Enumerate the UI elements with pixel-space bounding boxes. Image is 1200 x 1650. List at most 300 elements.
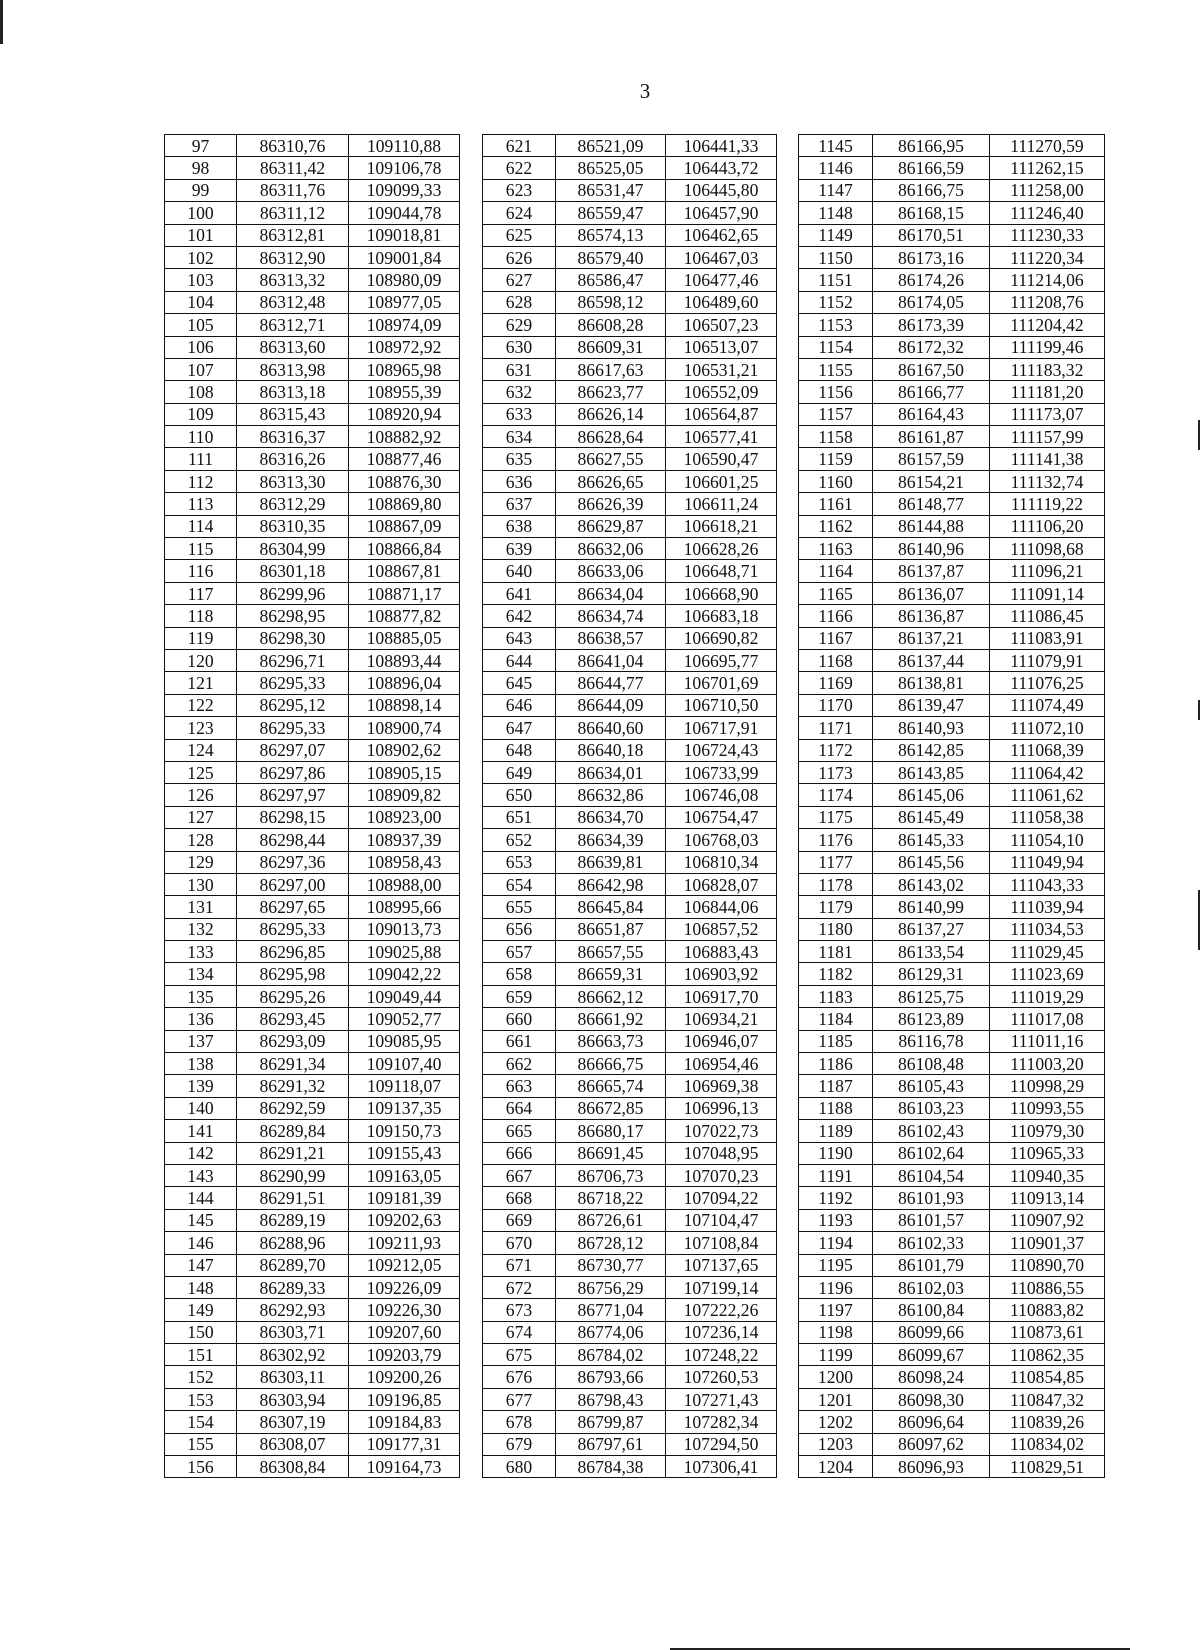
y-coordinate-cell: 106443,72	[666, 157, 777, 179]
y-coordinate-cell: 110886,55	[990, 1276, 1105, 1298]
x-coordinate-cell: 86103,23	[873, 1097, 990, 1119]
point-number-cell: 1192	[799, 1187, 873, 1209]
point-number-cell: 1153	[799, 314, 873, 336]
y-coordinate-cell: 106577,41	[666, 426, 777, 448]
y-coordinate-cell: 109001,84	[349, 246, 460, 268]
point-number-cell: 657	[483, 941, 556, 963]
point-number-cell: 122	[165, 694, 237, 716]
column-gap	[460, 1097, 483, 1119]
point-number-cell: 1163	[799, 538, 873, 560]
point-number-cell: 643	[483, 627, 556, 649]
point-number-cell: 143	[165, 1164, 237, 1186]
point-number-cell: 1189	[799, 1120, 873, 1142]
y-coordinate-cell: 106489,60	[666, 291, 777, 313]
y-coordinate-cell: 111034,53	[990, 918, 1105, 940]
y-coordinate-cell: 106946,07	[666, 1030, 777, 1052]
x-coordinate-cell: 86136,87	[873, 605, 990, 627]
column-gap	[460, 1321, 483, 1343]
table-row	[165, 538, 1105, 560]
y-coordinate-cell: 106695,77	[666, 649, 777, 671]
x-coordinate-cell: 86730,77	[556, 1254, 666, 1276]
coordinates-table	[164, 134, 1105, 1478]
x-coordinate-cell: 86313,30	[237, 470, 349, 492]
column-gap	[777, 582, 799, 604]
y-coordinate-cell: 111011,16	[990, 1030, 1105, 1052]
column-gap	[460, 560, 483, 582]
column-gap	[460, 582, 483, 604]
column-gap	[777, 649, 799, 671]
y-coordinate-cell: 108877,82	[349, 605, 460, 627]
column-gap	[460, 717, 483, 739]
point-number-cell: 1171	[799, 717, 873, 739]
point-number-cell: 124	[165, 739, 237, 761]
x-coordinate-cell: 86608,28	[556, 314, 666, 336]
x-coordinate-cell: 86166,75	[873, 179, 990, 201]
point-number-cell: 136	[165, 1008, 237, 1030]
x-coordinate-cell: 86136,07	[873, 582, 990, 604]
x-coordinate-cell: 86774,06	[556, 1321, 666, 1343]
y-coordinate-cell: 111039,94	[990, 896, 1105, 918]
x-coordinate-cell: 86145,33	[873, 829, 990, 851]
x-coordinate-cell: 86313,32	[237, 269, 349, 291]
column-gap	[460, 1388, 483, 1410]
y-coordinate-cell: 108869,80	[349, 493, 460, 515]
y-coordinate-cell: 106754,47	[666, 806, 777, 828]
x-coordinate-cell: 86096,64	[873, 1411, 990, 1433]
point-number-cell: 644	[483, 649, 556, 671]
table-row	[165, 1411, 1105, 1433]
y-coordinate-cell: 108995,66	[349, 896, 460, 918]
y-coordinate-cell: 109226,09	[349, 1276, 460, 1298]
x-coordinate-cell: 86756,29	[556, 1276, 666, 1298]
x-coordinate-cell: 86097,62	[873, 1433, 990, 1455]
column-gap	[460, 135, 483, 157]
x-coordinate-cell: 86161,87	[873, 426, 990, 448]
point-number-cell: 1198	[799, 1321, 873, 1343]
x-coordinate-cell: 86145,49	[873, 806, 990, 828]
point-number-cell: 1185	[799, 1030, 873, 1052]
x-coordinate-cell: 86628,64	[556, 426, 666, 448]
x-coordinate-cell: 86640,60	[556, 717, 666, 739]
x-coordinate-cell: 86641,04	[556, 649, 666, 671]
x-coordinate-cell: 86311,12	[237, 202, 349, 224]
point-number-cell: 646	[483, 694, 556, 716]
point-number-cell: 650	[483, 784, 556, 806]
x-coordinate-cell: 86299,96	[237, 582, 349, 604]
y-coordinate-cell: 109155,43	[349, 1142, 460, 1164]
point-number-cell: 1200	[799, 1366, 873, 1388]
y-coordinate-cell: 109107,40	[349, 1053, 460, 1075]
y-coordinate-cell: 111258,00	[990, 179, 1105, 201]
point-number-cell: 1168	[799, 649, 873, 671]
column-gap	[777, 784, 799, 806]
y-coordinate-cell: 111199,46	[990, 336, 1105, 358]
point-number-cell: 638	[483, 515, 556, 537]
table-row	[165, 1075, 1105, 1097]
y-coordinate-cell: 111106,20	[990, 515, 1105, 537]
y-coordinate-cell: 107222,26	[666, 1299, 777, 1321]
table-row	[165, 336, 1105, 358]
point-number-cell: 123	[165, 717, 237, 739]
scan-edge-mark	[670, 1648, 1130, 1650]
x-coordinate-cell: 86297,00	[237, 873, 349, 895]
point-number-cell: 1159	[799, 448, 873, 470]
y-coordinate-cell: 111068,39	[990, 739, 1105, 761]
point-number-cell: 636	[483, 470, 556, 492]
column-gap	[777, 873, 799, 895]
y-coordinate-cell: 111074,49	[990, 694, 1105, 716]
column-gap	[460, 269, 483, 291]
y-coordinate-cell: 111029,45	[990, 941, 1105, 963]
table-row	[165, 1276, 1105, 1298]
table-row	[165, 1456, 1105, 1478]
x-coordinate-cell: 86307,19	[237, 1411, 349, 1433]
point-number-cell: 653	[483, 851, 556, 873]
x-coordinate-cell: 86559,47	[556, 202, 666, 224]
y-coordinate-cell: 108972,92	[349, 336, 460, 358]
point-number-cell: 140	[165, 1097, 237, 1119]
y-coordinate-cell: 106457,90	[666, 202, 777, 224]
x-coordinate-cell: 86728,12	[556, 1232, 666, 1254]
y-coordinate-cell: 107048,95	[666, 1142, 777, 1164]
y-coordinate-cell: 111023,69	[990, 963, 1105, 985]
column-gap	[460, 381, 483, 403]
y-coordinate-cell: 111183,32	[990, 358, 1105, 380]
x-coordinate-cell: 86137,44	[873, 649, 990, 671]
column-gap	[460, 1254, 483, 1276]
y-coordinate-cell: 106903,92	[666, 963, 777, 985]
point-number-cell: 1201	[799, 1388, 873, 1410]
x-coordinate-cell: 86297,07	[237, 739, 349, 761]
x-coordinate-cell: 86102,03	[873, 1276, 990, 1298]
y-coordinate-cell: 111054,10	[990, 829, 1105, 851]
y-coordinate-cell: 106668,90	[666, 582, 777, 604]
y-coordinate-cell: 111119,22	[990, 493, 1105, 515]
y-coordinate-cell: 110965,33	[990, 1142, 1105, 1164]
y-coordinate-cell: 111079,91	[990, 649, 1105, 671]
point-number-cell: 120	[165, 649, 237, 671]
column-gap	[777, 1097, 799, 1119]
x-coordinate-cell: 86312,81	[237, 224, 349, 246]
point-number-cell: 672	[483, 1276, 556, 1298]
x-coordinate-cell: 86666,75	[556, 1053, 666, 1075]
point-number-cell: 1166	[799, 605, 873, 627]
column-gap	[777, 358, 799, 380]
point-number-cell: 111	[165, 448, 237, 470]
table-row	[165, 963, 1105, 985]
y-coordinate-cell: 106917,70	[666, 985, 777, 1007]
y-coordinate-cell: 108867,81	[349, 560, 460, 582]
page-number: 3	[639, 79, 651, 103]
column-gap	[777, 761, 799, 783]
table-row	[165, 1142, 1105, 1164]
column-gap	[777, 963, 799, 985]
point-number-cell: 1157	[799, 403, 873, 425]
point-number-cell: 667	[483, 1164, 556, 1186]
point-number-cell: 118	[165, 605, 237, 627]
y-coordinate-cell: 111043,33	[990, 873, 1105, 895]
x-coordinate-cell: 86295,33	[237, 717, 349, 739]
point-number-cell: 144	[165, 1187, 237, 1209]
point-number-cell: 102	[165, 246, 237, 268]
point-number-cell: 658	[483, 963, 556, 985]
y-coordinate-cell: 106590,47	[666, 448, 777, 470]
x-coordinate-cell: 86632,86	[556, 784, 666, 806]
point-number-cell: 145	[165, 1209, 237, 1231]
y-coordinate-cell: 108937,39	[349, 829, 460, 851]
point-number-cell: 1183	[799, 985, 873, 1007]
table-row	[165, 246, 1105, 268]
column-gap	[777, 381, 799, 403]
y-coordinate-cell: 111091,14	[990, 582, 1105, 604]
y-coordinate-cell: 110829,51	[990, 1456, 1105, 1478]
y-coordinate-cell: 111132,74	[990, 470, 1105, 492]
column-gap	[460, 985, 483, 1007]
y-coordinate-cell: 110901,37	[990, 1232, 1105, 1254]
y-coordinate-cell: 106768,03	[666, 829, 777, 851]
point-number-cell: 105	[165, 314, 237, 336]
y-coordinate-cell: 110979,30	[990, 1120, 1105, 1142]
column-gap	[777, 1344, 799, 1366]
x-coordinate-cell: 86101,93	[873, 1187, 990, 1209]
point-number-cell: 679	[483, 1433, 556, 1455]
y-coordinate-cell: 106477,46	[666, 269, 777, 291]
y-coordinate-cell: 110993,55	[990, 1097, 1105, 1119]
point-number-cell: 1170	[799, 694, 873, 716]
y-coordinate-cell: 109181,39	[349, 1187, 460, 1209]
column-gap	[460, 963, 483, 985]
y-coordinate-cell: 109196,85	[349, 1388, 460, 1410]
point-number-cell: 1177	[799, 851, 873, 873]
table-row	[165, 358, 1105, 380]
y-coordinate-cell: 109184,83	[349, 1411, 460, 1433]
y-coordinate-cell: 106552,09	[666, 381, 777, 403]
column-gap	[777, 1187, 799, 1209]
point-number-cell: 647	[483, 717, 556, 739]
column-gap	[777, 717, 799, 739]
point-number-cell: 626	[483, 246, 556, 268]
y-coordinate-cell: 106648,71	[666, 560, 777, 582]
point-number-cell: 135	[165, 985, 237, 1007]
x-coordinate-cell: 86142,85	[873, 739, 990, 761]
y-coordinate-cell: 108974,09	[349, 314, 460, 336]
y-coordinate-cell: 109106,78	[349, 157, 460, 179]
x-coordinate-cell: 86642,98	[556, 873, 666, 895]
x-coordinate-cell: 86661,92	[556, 1008, 666, 1030]
column-gap	[777, 739, 799, 761]
point-number-cell: 101	[165, 224, 237, 246]
point-number-cell: 1179	[799, 896, 873, 918]
x-coordinate-cell: 86140,93	[873, 717, 990, 739]
x-coordinate-cell: 86310,76	[237, 135, 349, 157]
y-coordinate-cell: 109052,77	[349, 1008, 460, 1030]
x-coordinate-cell: 86293,45	[237, 1008, 349, 1030]
column-gap	[777, 179, 799, 201]
column-gap	[460, 873, 483, 895]
x-coordinate-cell: 86166,77	[873, 381, 990, 403]
x-coordinate-cell: 86718,22	[556, 1187, 666, 1209]
column-gap	[460, 1411, 483, 1433]
y-coordinate-cell: 108893,44	[349, 649, 460, 671]
column-gap	[777, 1053, 799, 1075]
point-number-cell: 1155	[799, 358, 873, 380]
point-number-cell: 155	[165, 1433, 237, 1455]
x-coordinate-cell: 86609,31	[556, 336, 666, 358]
column-gap	[777, 1030, 799, 1052]
table-row	[165, 179, 1105, 201]
y-coordinate-cell: 111064,42	[990, 761, 1105, 783]
table-row	[165, 806, 1105, 828]
table-row	[165, 761, 1105, 783]
y-coordinate-cell: 106746,08	[666, 784, 777, 806]
point-number-cell: 121	[165, 672, 237, 694]
x-coordinate-cell: 86659,31	[556, 963, 666, 985]
column-gap	[777, 1164, 799, 1186]
y-coordinate-cell: 111017,08	[990, 1008, 1105, 1030]
x-coordinate-cell: 86145,56	[873, 851, 990, 873]
y-coordinate-cell: 106611,24	[666, 493, 777, 515]
table-row	[165, 829, 1105, 851]
y-coordinate-cell: 110873,61	[990, 1321, 1105, 1343]
column-gap	[777, 314, 799, 336]
x-coordinate-cell: 86304,99	[237, 538, 349, 560]
point-number-cell: 113	[165, 493, 237, 515]
y-coordinate-cell: 111220,34	[990, 246, 1105, 268]
point-number-cell: 119	[165, 627, 237, 649]
column-gap	[777, 851, 799, 873]
x-coordinate-cell: 86691,45	[556, 1142, 666, 1164]
table-row	[165, 1388, 1105, 1410]
y-coordinate-cell: 107306,41	[666, 1456, 777, 1478]
table-row	[165, 291, 1105, 313]
y-coordinate-cell: 111096,21	[990, 560, 1105, 582]
x-coordinate-cell: 86291,32	[237, 1075, 349, 1097]
y-coordinate-cell: 111173,07	[990, 403, 1105, 425]
y-coordinate-cell: 106601,25	[666, 470, 777, 492]
column-gap	[460, 1433, 483, 1455]
x-coordinate-cell: 86167,50	[873, 358, 990, 380]
column-gap	[777, 291, 799, 313]
column-gap	[777, 135, 799, 157]
y-coordinate-cell: 106810,34	[666, 851, 777, 873]
y-coordinate-cell: 106710,50	[666, 694, 777, 716]
point-number-cell: 108	[165, 381, 237, 403]
y-coordinate-cell: 111262,15	[990, 157, 1105, 179]
x-coordinate-cell: 86102,64	[873, 1142, 990, 1164]
x-coordinate-cell: 86138,81	[873, 672, 990, 694]
y-coordinate-cell: 107094,22	[666, 1187, 777, 1209]
point-number-cell: 107	[165, 358, 237, 380]
point-number-cell: 666	[483, 1142, 556, 1164]
column-gap	[460, 672, 483, 694]
column-gap	[460, 470, 483, 492]
column-gap	[460, 851, 483, 873]
point-number-cell: 652	[483, 829, 556, 851]
x-coordinate-cell: 86101,57	[873, 1209, 990, 1231]
point-number-cell: 139	[165, 1075, 237, 1097]
point-number-cell: 106	[165, 336, 237, 358]
y-coordinate-cell: 106618,21	[666, 515, 777, 537]
x-coordinate-cell: 86598,12	[556, 291, 666, 313]
point-number-cell: 1156	[799, 381, 873, 403]
column-gap	[460, 1344, 483, 1366]
y-coordinate-cell: 108871,17	[349, 582, 460, 604]
x-coordinate-cell: 86665,74	[556, 1075, 666, 1097]
point-number-cell: 134	[165, 963, 237, 985]
y-coordinate-cell: 109164,73	[349, 1456, 460, 1478]
x-coordinate-cell: 86574,13	[556, 224, 666, 246]
table-row	[165, 493, 1105, 515]
table-row	[165, 1053, 1105, 1075]
point-number-cell: 632	[483, 381, 556, 403]
x-coordinate-cell: 86797,61	[556, 1433, 666, 1455]
x-coordinate-cell: 86634,74	[556, 605, 666, 627]
y-coordinate-cell: 110890,70	[990, 1254, 1105, 1276]
x-coordinate-cell: 86301,18	[237, 560, 349, 582]
x-coordinate-cell: 86303,11	[237, 1366, 349, 1388]
x-coordinate-cell: 86672,85	[556, 1097, 666, 1119]
y-coordinate-cell: 107236,14	[666, 1321, 777, 1343]
table-row	[165, 157, 1105, 179]
y-coordinate-cell: 108923,00	[349, 806, 460, 828]
point-number-cell: 623	[483, 179, 556, 201]
y-coordinate-cell: 111083,91	[990, 627, 1105, 649]
x-coordinate-cell: 86137,21	[873, 627, 990, 649]
point-number-cell: 146	[165, 1232, 237, 1254]
x-coordinate-cell: 86123,89	[873, 1008, 990, 1030]
x-coordinate-cell: 86626,39	[556, 493, 666, 515]
column-gap	[777, 672, 799, 694]
table-row	[165, 649, 1105, 671]
x-coordinate-cell: 86784,38	[556, 1456, 666, 1478]
point-number-cell: 680	[483, 1456, 556, 1478]
point-number-cell: 1165	[799, 582, 873, 604]
table-row	[165, 202, 1105, 224]
point-number-cell: 1176	[799, 829, 873, 851]
point-number-cell: 1158	[799, 426, 873, 448]
column-gap	[460, 1164, 483, 1186]
x-coordinate-cell: 86303,71	[237, 1321, 349, 1343]
point-number-cell: 668	[483, 1187, 556, 1209]
point-number-cell: 153	[165, 1388, 237, 1410]
y-coordinate-cell: 109042,22	[349, 963, 460, 985]
y-coordinate-cell: 107070,23	[666, 1164, 777, 1186]
x-coordinate-cell: 86297,36	[237, 851, 349, 873]
scan-edge-mark	[0, 0, 3, 44]
table-row	[165, 560, 1105, 582]
point-number-cell: 656	[483, 918, 556, 940]
column-gap	[460, 157, 483, 179]
y-coordinate-cell: 111270,59	[990, 135, 1105, 157]
column-gap	[777, 538, 799, 560]
column-gap	[777, 246, 799, 268]
y-coordinate-cell: 108905,15	[349, 761, 460, 783]
x-coordinate-cell: 86295,98	[237, 963, 349, 985]
table-row	[165, 314, 1105, 336]
x-coordinate-cell: 86102,43	[873, 1120, 990, 1142]
point-number-cell: 635	[483, 448, 556, 470]
x-coordinate-cell: 86125,75	[873, 985, 990, 1007]
point-number-cell: 1164	[799, 560, 873, 582]
table-row	[165, 1120, 1105, 1142]
x-coordinate-cell: 86632,06	[556, 538, 666, 560]
point-number-cell: 1162	[799, 515, 873, 537]
table-row	[165, 1254, 1105, 1276]
column-gap	[460, 493, 483, 515]
y-coordinate-cell: 109226,30	[349, 1299, 460, 1321]
x-coordinate-cell: 86298,95	[237, 605, 349, 627]
table-row	[165, 448, 1105, 470]
